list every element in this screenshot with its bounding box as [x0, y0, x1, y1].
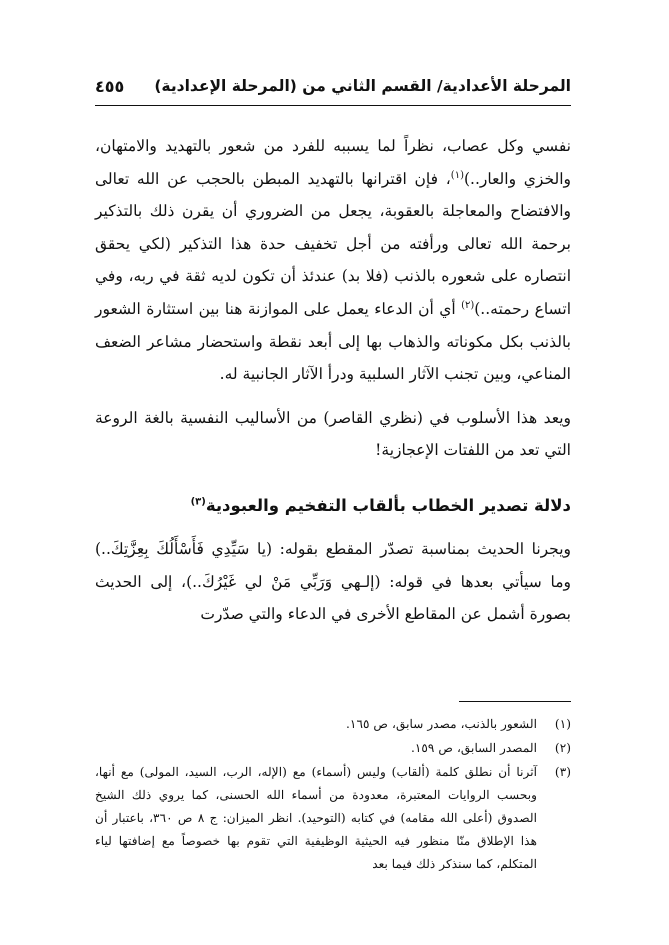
footnote-text: الشعور بالذنب، مصدر سابق، ص ١٦٥.: [346, 717, 537, 731]
footnote-number: (١): [554, 717, 571, 731]
paragraph-2: ويعد هذا الأسلوب في (نظري القاصر) من الأساليب النفسية بالغة الروعة التي تعد من اللفتات الإعجازية!: [95, 408, 571, 460]
footnote-text: المصدر السابق، ص ١٥٩.: [410, 741, 537, 755]
header-divider: [95, 105, 571, 106]
main-text: [95, 130, 571, 631]
section-heading: [95, 491, 571, 521]
footnote-item: [95, 761, 571, 876]
paragraph-1-end: أي أن الدعاء يعمل على الموازنة هنا بين استثارة الشعور بالذنب بكل مكوناته والذهاب بها إلى أبعد نقطة واستحضار مشاعر الضعف المناعي، وبين تجنب الآثار السلبية ودرأ الآثار الجانبية له.: [95, 299, 571, 384]
footnotes: [95, 713, 571, 877]
footnote-ref-2[interactable]: (٢): [461, 299, 475, 311]
footnote-number: (٣): [554, 765, 571, 779]
section-heading-text: دلالة تصدير الخطاب بألقاب التفخيم والعبودية: [205, 495, 571, 515]
page-number: ٤٥٥: [95, 76, 125, 96]
footnote-text: آثرنا أن نطلق كلمة (ألقاب) وليس (أسماء) مع (الإله، الرب، السيد، المولى) مع أنها، وبحسب الروايات المعتبرة، معدودة من أسماء الله الحسنى، كما يروي ذلك الشيخ الصدوق (أعلى الله مقامه) في كتابه (التوحيد). انظر الميزان: ج ٨ ص ٣٦٠، باعتبار أن هذا الإطلاق منّا منظور فيه الحيثية الوظيفية التي تقوم بها خصوصاً مع إضافتها لياء المتكلم، كما سنذكر ذلك فيما بعد: [95, 765, 537, 871]
header-title: المرحلة الأعدادية/ القسم الثاني من (المرحلة الإعدادية): [154, 77, 571, 95]
footnote-item: [95, 713, 571, 736]
footnote-divider: [459, 701, 571, 702]
footnote-number: (٢): [554, 741, 571, 755]
paragraph-3: ويجرنا الحديث بمناسبة تصدّر المقطع بقوله: (يا سَيِّدِي فَأَسْأَلُكَ بِعِزَّتِكَ..) وما سيأتي بعدها في قوله: (إلـهي وَرَبِّي مَنْ لي غَيْرُكَ..)، إلى الحديث بصورة أشمل عن المقاطع الأخرى في الدعاء والتي صدّرت: [95, 539, 571, 624]
paragraph-1-continued: ، فإن اقترانها بالتهديد المبطن بالحجب عن الله تعالى والافتضاح والمعاجلة بالعقوبة، يجعل من الضروري أن يقرن ذلك بالتذكير برحمة الله تعالى ورأفته من أجل تخفيف حدة هذا التذكير (لكي يحقق انتصاره على شعوره بالذنب (فلا بد) عندئذ أن تكون لديه ثقة في ربه، وفي اتساع رحمته..): [95, 169, 571, 318]
paragraph-1-text: نفسي وكل عصاب، نظراً لما يسببه للفرد من شعور بالتهديد والامتهان، والخزي والعار..): [95, 137, 571, 188]
footnote-ref-3[interactable]: (٣): [190, 496, 206, 508]
footnote-ref-1[interactable]: (١): [450, 169, 464, 181]
footnote-item: [95, 737, 571, 760]
running-header: [95, 72, 571, 100]
paragraph-1: [95, 130, 571, 391]
